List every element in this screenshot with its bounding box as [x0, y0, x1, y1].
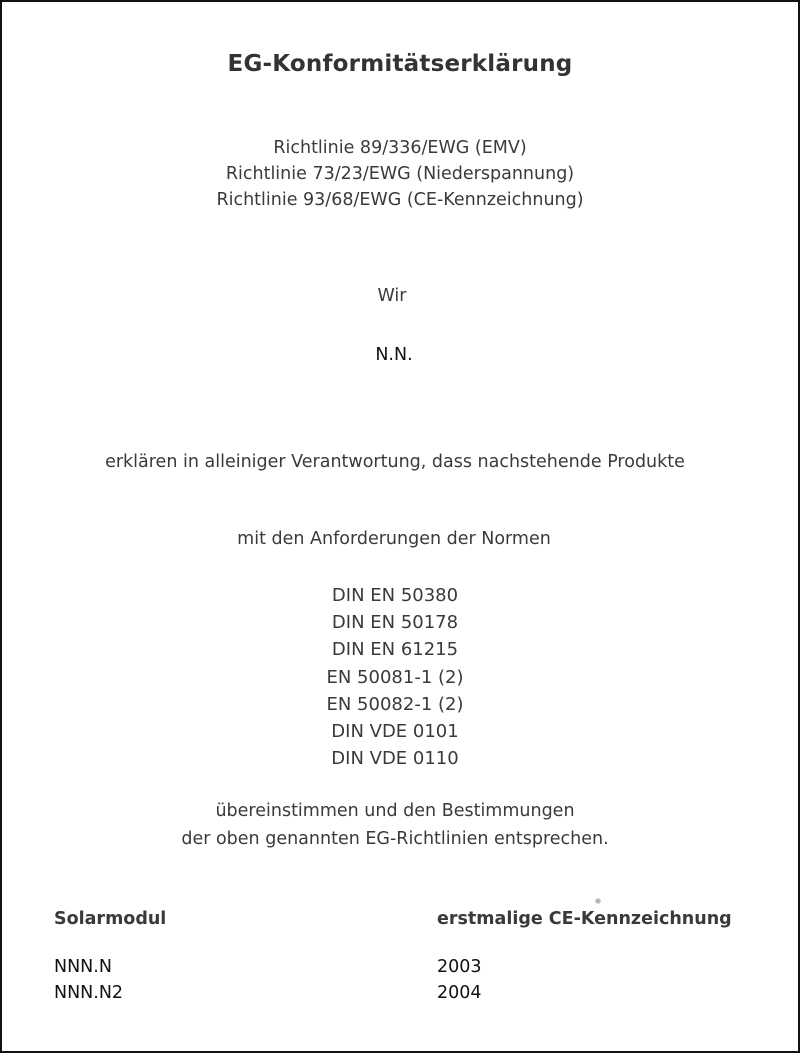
directive-line: Richtlinie 89/336/EWG (EMV) [273, 138, 527, 158]
norm-item: DIN VDE 0110 [331, 748, 459, 770]
directives-list [2, 135, 798, 213]
norms-intro-text: mit den Anforderungen der Normen [237, 529, 551, 549]
year-cell: 2004 [437, 983, 482, 1003]
table-row [54, 954, 482, 980]
company-name: N.N. [375, 345, 413, 365]
norm-item: DIN VDE 0101 [331, 721, 459, 743]
norm-item: EN 50082-1 (2) [326, 693, 464, 715]
norm-item: EN 50081-1 (2) [326, 666, 464, 688]
table-row [54, 980, 482, 1006]
column-header-first-ce: erstmalige CE-Kennzeichnung [437, 909, 732, 929]
column-header-product: Solarmodul [54, 909, 167, 929]
product-cell: NNN.N2 [54, 983, 124, 1003]
norm-item: DIN EN 50178 [331, 612, 459, 634]
norms-list [2, 582, 788, 772]
document-title: EG-Konformitätserklärung [227, 51, 573, 77]
we-label: Wir [377, 286, 407, 306]
conclusion-line: der oben genannten EG-Richtlinien entsprechen. [181, 829, 609, 849]
product-table [54, 954, 482, 1006]
year-cell: 2003 [437, 957, 482, 977]
norm-item: DIN EN 50380 [331, 585, 459, 606]
directive-line: Richtlinie 73/23/EWG (Niederspannung) [225, 164, 575, 184]
conclusion-line: übereinstimmen und den Bestimmungen [215, 801, 575, 821]
conclusion-text [2, 797, 788, 853]
norm-item: DIN EN 61215 [331, 639, 459, 661]
scan-speck [595, 898, 601, 904]
declaration-text: erklären in alleiniger Verantwortung, dass nachstehende Produkte [105, 452, 685, 472]
directive-line: Richtlinie 93/68/EWG (CE-Kennzeichnung) [216, 190, 584, 210]
product-cell: NNN.N [54, 957, 112, 977]
